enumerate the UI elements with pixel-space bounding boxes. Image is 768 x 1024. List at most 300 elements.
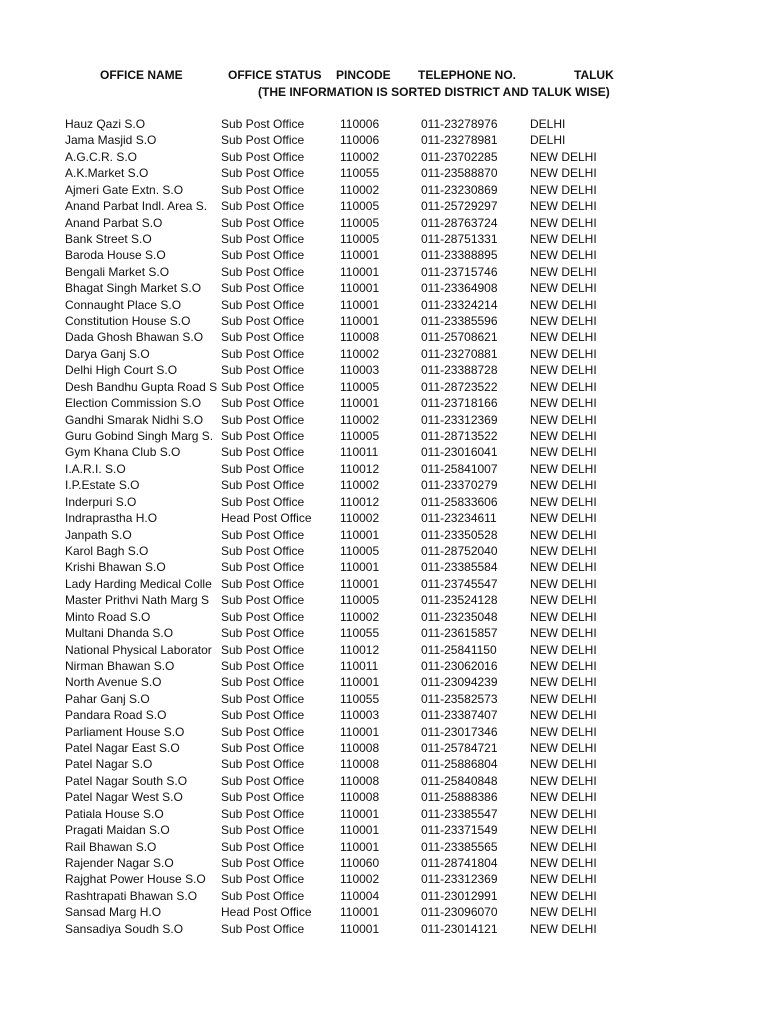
office-name-cell: Baroda House S.O (65, 248, 166, 263)
pincode-cell: 110055 (340, 691, 380, 706)
office-name-cell: Indraprastha H.O (65, 511, 158, 526)
pincode-cell: 110008 (340, 790, 380, 805)
office-status-cell: Sub Post Office (221, 527, 305, 542)
column-header-office-name: OFFICE NAME (100, 68, 183, 82)
pincode-cell: 110011 (340, 445, 379, 460)
column-header-telephone: TELEPHONE NO. (418, 68, 517, 82)
taluk-cell: NEW DELHI (530, 166, 597, 181)
telephone-cell: 011-23588870 (421, 166, 498, 181)
taluk-cell: NEW DELHI (530, 642, 597, 657)
telephone-cell: 011-23388895 (421, 248, 498, 263)
table-row (0, 839, 768, 855)
pincode-cell: 110001 (340, 314, 380, 329)
office-status-cell: Sub Post Office (221, 429, 305, 444)
table-row (0, 576, 768, 592)
telephone-cell: 011-28752040 (421, 543, 498, 558)
taluk-cell: NEW DELHI (530, 478, 597, 493)
taluk-cell: NEW DELHI (530, 412, 597, 427)
office-status-cell: Sub Post Office (221, 921, 305, 936)
taluk-cell: NEW DELHI (530, 314, 597, 329)
telephone-cell: 011-23062016 (421, 658, 498, 673)
pincode-cell: 110004 (340, 888, 380, 903)
taluk-cell: NEW DELHI (530, 281, 597, 296)
table-row (0, 444, 768, 460)
taluk-cell: NEW DELHI (530, 461, 597, 476)
table-row (0, 888, 768, 904)
office-name-cell: Rajghat Power House S.O (65, 872, 206, 887)
office-name-cell: Gandhi Smarak Nidhi S.O (65, 412, 204, 427)
office-status-cell: Sub Post Office (221, 609, 305, 624)
taluk-cell: NEW DELHI (530, 511, 597, 526)
pincode-cell: 110001 (340, 839, 380, 854)
taluk-cell: NEW DELHI (530, 429, 597, 444)
office-name-cell: Patel Nagar East S.O (65, 741, 180, 756)
office-status-cell: Sub Post Office (221, 346, 305, 361)
office-status-cell: Sub Post Office (221, 478, 305, 493)
table-row (0, 642, 768, 658)
telephone-cell: 011-25784721 (421, 741, 498, 756)
table-row (0, 395, 768, 411)
telephone-cell: 011-25841150 (421, 642, 497, 657)
pincode-cell: 110006 (340, 117, 380, 131)
office-status-cell: Sub Post Office (221, 872, 305, 887)
office-name-cell: Sansad Marg H.O (65, 905, 162, 920)
taluk-cell: NEW DELHI (530, 346, 597, 361)
post-office-table (0, 116, 768, 937)
table-row (0, 313, 768, 329)
pincode-cell: 110055 (340, 166, 380, 181)
taluk-cell: NEW DELHI (530, 839, 597, 854)
taluk-cell: NEW DELHI (530, 757, 597, 772)
table-row (0, 625, 768, 641)
telephone-cell: 011-25886804 (421, 757, 498, 772)
telephone-cell: 011-23278981 (421, 133, 498, 148)
telephone-cell: 011-23371549 (421, 823, 498, 838)
table-row (0, 543, 768, 559)
office-status-cell: Sub Post Office (221, 790, 305, 805)
office-name-cell: Patel Nagar S.O (65, 757, 153, 772)
telephone-cell: 011-25888386 (421, 790, 498, 805)
telephone-cell: 011-23230869 (421, 182, 498, 197)
office-name-cell: Connaught Place S.O (65, 297, 182, 312)
taluk-cell: NEW DELHI (530, 182, 597, 197)
office-name-cell: Karol Bagh S.O (65, 543, 149, 558)
office-status-cell: Sub Post Office (221, 839, 305, 854)
table-row (0, 592, 768, 608)
table-row (0, 379, 768, 395)
pincode-cell: 110002 (340, 149, 380, 164)
pincode-cell: 110002 (340, 478, 380, 493)
telephone-cell: 011-23234611 (421, 511, 497, 526)
column-header-taluk: TALUK (574, 68, 614, 82)
table-row (0, 165, 768, 181)
office-status-cell: Sub Post Office (221, 166, 305, 181)
office-status-cell: Sub Post Office (221, 199, 305, 214)
telephone-cell: 011-23745547 (421, 576, 498, 591)
taluk-cell: NEW DELHI (530, 593, 597, 608)
office-status-cell: Sub Post Office (221, 560, 305, 575)
telephone-cell: 011-25841007 (421, 461, 498, 476)
office-status-cell: Sub Post Office (221, 461, 305, 476)
pincode-cell: 110002 (340, 609, 380, 624)
taluk-cell: NEW DELHI (530, 363, 597, 378)
telephone-cell: 011-23385565 (421, 839, 498, 854)
taluk-cell: NEW DELHI (530, 215, 597, 230)
office-status-cell: Sub Post Office (221, 708, 305, 723)
office-name-cell: Pandara Road S.O (65, 708, 167, 723)
office-name-cell: I.A.R.I. S.O (65, 461, 126, 476)
pincode-cell: 110005 (340, 215, 380, 230)
office-status-cell: Sub Post Office (221, 445, 305, 460)
telephone-cell: 011-25840848 (421, 773, 498, 788)
pincode-cell: 110001 (340, 527, 380, 542)
telephone-cell: 011-23524128 (421, 593, 498, 608)
office-name-cell: Darya Ganj S.O (65, 346, 150, 361)
office-status-cell: Sub Post Office (221, 248, 305, 263)
office-status-cell: Sub Post Office (221, 330, 305, 345)
telephone-cell: 011-23016041 (421, 445, 498, 460)
table-row (0, 609, 768, 625)
telephone-cell: 011-23715746 (421, 264, 498, 279)
taluk-cell: NEW DELHI (530, 905, 597, 920)
telephone-cell: 011-23385584 (421, 560, 498, 575)
table-row (0, 346, 768, 362)
office-status-cell: Sub Post Office (221, 593, 305, 608)
office-name-cell: Rashtrapati Bhawan S.O (65, 888, 198, 903)
table-row (0, 198, 768, 214)
office-status-cell: Sub Post Office (221, 379, 305, 394)
taluk-cell: NEW DELHI (530, 379, 597, 394)
pincode-cell: 110001 (340, 806, 380, 821)
table-row (0, 921, 768, 937)
telephone-cell: 011-28763724 (421, 215, 498, 230)
telephone-cell: 011-23702285 (421, 149, 498, 164)
telephone-cell: 011-23350528 (421, 527, 498, 542)
pincode-cell: 110005 (340, 199, 380, 214)
pincode-cell: 110060 (340, 855, 380, 870)
table-row (0, 297, 768, 313)
pincode-cell: 110001 (340, 675, 380, 690)
office-name-cell: A.K.Market S.O (65, 166, 149, 181)
telephone-cell: 011-23718166 (421, 396, 498, 411)
office-name-cell: Guru Gobind Singh Marg S. (65, 429, 214, 444)
table-row (0, 428, 768, 444)
office-status-cell: Sub Post Office (221, 297, 305, 312)
pincode-cell: 110006 (340, 133, 380, 148)
pincode-cell: 110002 (340, 182, 380, 197)
pincode-cell: 110008 (340, 741, 380, 756)
telephone-cell: 011-23324214 (421, 297, 498, 312)
office-status-cell: Sub Post Office (221, 543, 305, 558)
office-status-cell: Sub Post Office (221, 231, 305, 246)
pincode-cell: 110003 (340, 363, 380, 378)
telephone-cell: 011-28723522 (421, 379, 498, 394)
office-status-cell: Sub Post Office (221, 724, 305, 739)
office-name-cell: Krishi Bhawan S.O (65, 560, 166, 575)
telephone-cell: 011-23312369 (421, 872, 498, 887)
office-status-cell: Sub Post Office (221, 823, 305, 838)
taluk-cell: NEW DELHI (530, 199, 597, 214)
table-row (0, 412, 768, 428)
telephone-cell: 011-23235048 (421, 609, 498, 624)
office-name-cell: Bengali Market S.O (65, 264, 170, 279)
table-row (0, 756, 768, 772)
telephone-cell: 011-23388728 (421, 363, 498, 378)
telephone-cell: 011-23312369 (421, 412, 498, 427)
office-status-cell: Sub Post Office (221, 133, 305, 148)
office-status-cell: Sub Post Office (221, 741, 305, 756)
office-name-cell: Patel Nagar West S.O (65, 790, 183, 805)
telephone-cell: 011-23385596 (421, 314, 498, 329)
office-name-cell: Bhagat Singh Market S.O (65, 281, 202, 296)
office-status-cell: Head Post Office (221, 905, 312, 920)
office-status-cell: Sub Post Office (221, 757, 305, 772)
telephone-cell: 011-25708621 (421, 330, 498, 345)
office-name-cell: A.G.C.R. S.O (65, 149, 138, 164)
taluk-cell: NEW DELHI (530, 823, 597, 838)
taluk-cell: NEW DELHI (530, 724, 597, 739)
telephone-cell: 011-23364908 (421, 281, 498, 296)
taluk-cell: NEW DELHI (530, 231, 597, 246)
column-header-office-status: OFFICE STATUS (228, 68, 322, 82)
table-row (0, 280, 768, 296)
pincode-cell: 110001 (340, 264, 380, 279)
table-row (0, 362, 768, 378)
pincode-cell: 110001 (340, 248, 380, 263)
pincode-cell: 110001 (340, 724, 380, 739)
office-name-cell: Patiala House S.O (65, 806, 164, 821)
taluk-cell: NEW DELHI (530, 921, 597, 936)
office-status-cell: Sub Post Office (221, 806, 305, 821)
taluk-cell: NEW DELHI (530, 560, 597, 575)
pincode-cell: 110011 (340, 658, 379, 673)
office-name-cell: Sansadiya Soudh S.O (65, 921, 184, 936)
office-name-cell: Delhi High Court S.O (65, 363, 178, 378)
taluk-cell: NEW DELHI (530, 773, 597, 788)
pincode-cell: 110005 (340, 231, 380, 246)
pincode-cell: 110001 (340, 281, 380, 296)
table-row (0, 264, 768, 280)
taluk-cell: NEW DELHI (530, 855, 597, 870)
table-row (0, 182, 768, 198)
taluk-cell: NEW DELHI (530, 626, 597, 641)
telephone-cell: 011-23387407 (421, 708, 498, 723)
sort-note: (THE INFORMATION IS SORTED DISTRICT AND TALUK WISE) (258, 85, 610, 99)
office-status-cell: Sub Post Office (221, 314, 305, 329)
pincode-cell: 110008 (340, 330, 380, 345)
taluk-cell: NEW DELHI (530, 609, 597, 624)
table-row (0, 461, 768, 477)
office-name-cell: North Avenue S.O (65, 675, 162, 690)
taluk-cell: NEW DELHI (530, 494, 597, 509)
pincode-cell: 110002 (340, 872, 380, 887)
taluk-cell: NEW DELHI (530, 543, 597, 558)
pincode-cell: 110005 (340, 593, 380, 608)
table-row (0, 132, 768, 148)
office-status-cell: Sub Post Office (221, 626, 305, 641)
taluk-cell: NEW DELHI (530, 248, 597, 263)
office-name-cell: Ajmeri Gate Extn. S.O (65, 182, 184, 197)
office-status-cell: Sub Post Office (221, 658, 305, 673)
office-name-cell: Gym Khana Club S.O (65, 445, 181, 460)
taluk-cell: NEW DELHI (530, 330, 597, 345)
office-status-cell: Sub Post Office (221, 576, 305, 591)
table-row (0, 559, 768, 575)
column-header-pincode: PINCODE (336, 68, 391, 82)
table-row (0, 674, 768, 690)
telephone-cell: 011-23012991 (421, 888, 498, 903)
pincode-cell: 110001 (340, 905, 380, 920)
office-name-cell: Hauz Qazi S.O (65, 117, 146, 131)
telephone-cell: 011-23615857 (421, 626, 498, 641)
pincode-cell: 110008 (340, 757, 380, 772)
telephone-cell: 011-25729297 (421, 199, 498, 214)
pincode-cell: 110002 (340, 511, 380, 526)
telephone-cell: 011-23385547 (421, 806, 498, 821)
office-status-cell: Sub Post Office (221, 494, 305, 509)
office-name-cell: Nirman Bhawan S.O (65, 658, 175, 673)
pincode-cell: 110012 (340, 461, 380, 476)
office-name-cell: Inderpuri S.O (65, 494, 137, 509)
office-status-cell: Sub Post Office (221, 149, 305, 164)
table-row (0, 789, 768, 805)
office-name-cell: Dada Ghosh Bhawan S.O (65, 330, 204, 345)
office-name-cell: National Physical Laborator (65, 642, 212, 657)
office-status-cell: Sub Post Office (221, 855, 305, 870)
telephone-cell: 011-23096070 (421, 905, 498, 920)
office-name-cell: Constitution House S.O (65, 314, 191, 329)
pincode-cell: 110001 (340, 396, 380, 411)
pincode-cell: 110001 (340, 297, 380, 312)
table-row (0, 527, 768, 543)
table-row (0, 904, 768, 920)
office-status-cell: Sub Post Office (221, 117, 305, 131)
telephone-cell: 011-25833606 (421, 494, 498, 509)
pincode-cell: 110002 (340, 412, 380, 427)
pincode-cell: 110001 (340, 823, 380, 838)
office-status-cell: Sub Post Office (221, 412, 305, 427)
taluk-cell: NEW DELHI (530, 708, 597, 723)
office-name-cell: Minto Road S.O (65, 609, 151, 624)
taluk-cell: NEW DELHI (530, 806, 597, 821)
table-row (0, 707, 768, 723)
office-name-cell: Rail Bhawan S.O (65, 839, 157, 854)
office-name-cell: Multani Dhanda S.O (65, 626, 174, 641)
office-name-cell: Anand Parbat Indl. Area S. (65, 199, 208, 214)
table-row (0, 822, 768, 838)
office-name-cell: Lady Harding Medical Colle (65, 576, 212, 591)
office-name-cell: Election Commission S.O (65, 396, 202, 411)
table-row (0, 477, 768, 493)
office-name-cell: I.P.Estate S.O (65, 478, 140, 493)
taluk-cell: NEW DELHI (530, 297, 597, 312)
taluk-cell: NEW DELHI (530, 264, 597, 279)
telephone-cell: 011-28741804 (421, 855, 498, 870)
telephone-cell: 011-23017346 (421, 724, 498, 739)
taluk-cell: NEW DELHI (530, 527, 597, 542)
taluk-cell: NEW DELHI (530, 741, 597, 756)
office-status-cell: Sub Post Office (221, 363, 305, 378)
telephone-cell: 011-23370279 (421, 478, 498, 493)
telephone-cell: 011-28751331 (421, 231, 498, 246)
pincode-cell: 110003 (340, 708, 380, 723)
taluk-cell: NEW DELHI (530, 445, 597, 460)
office-status-cell: Sub Post Office (221, 281, 305, 296)
pincode-cell: 110001 (340, 576, 380, 591)
telephone-cell: 011-28713522 (421, 429, 498, 444)
taluk-cell: NEW DELHI (530, 658, 597, 673)
pincode-cell: 110005 (340, 379, 380, 394)
table-row (0, 855, 768, 871)
office-name-cell: Rajender Nagar S.O (65, 855, 174, 870)
taluk-cell: NEW DELHI (530, 396, 597, 411)
office-status-cell: Sub Post Office (221, 773, 305, 788)
office-name-cell: Master Prithvi Nath Marg S (65, 593, 210, 608)
taluk-cell: DELHI (530, 133, 566, 148)
table-row (0, 740, 768, 756)
taluk-cell: DELHI (530, 117, 566, 131)
table-row (0, 149, 768, 165)
pincode-cell: 110001 (340, 921, 380, 936)
table-row (0, 658, 768, 674)
table-row (0, 116, 768, 132)
table-row (0, 494, 768, 510)
taluk-cell: NEW DELHI (530, 691, 597, 706)
office-name-cell: Desh Bandhu Gupta Road S (65, 379, 217, 394)
office-name-cell: Bank Street S.O (65, 231, 152, 246)
office-status-cell: Sub Post Office (221, 888, 305, 903)
table-row (0, 773, 768, 789)
pincode-cell: 110005 (340, 543, 380, 558)
office-status-cell: Sub Post Office (221, 264, 305, 279)
office-name-cell: Pahar Ganj S.O (65, 691, 150, 706)
taluk-cell: NEW DELHI (530, 888, 597, 903)
office-name-cell: Parliament House S.O (65, 724, 185, 739)
office-status-cell: Sub Post Office (221, 182, 305, 197)
telephone-cell: 011-23014121 (421, 921, 498, 936)
telephone-cell: 011-23582573 (421, 691, 498, 706)
table-row (0, 806, 768, 822)
pincode-cell: 110005 (340, 429, 380, 444)
office-status-cell: Sub Post Office (221, 215, 305, 230)
pincode-cell: 110001 (340, 560, 380, 575)
pincode-cell: 110002 (340, 346, 380, 361)
table-row (0, 215, 768, 231)
office-status-cell: Head Post Office (221, 511, 312, 526)
taluk-cell: NEW DELHI (530, 675, 597, 690)
office-name-cell: Pragati Maidan S.O (65, 823, 170, 838)
office-name-cell: Patel Nagar South S.O (65, 773, 188, 788)
taluk-cell: NEW DELHI (530, 149, 597, 164)
taluk-cell: NEW DELHI (530, 790, 597, 805)
taluk-cell: NEW DELHI (530, 872, 597, 887)
table-row (0, 231, 768, 247)
office-status-cell: Sub Post Office (221, 396, 305, 411)
office-status-cell: Sub Post Office (221, 642, 305, 657)
table-row (0, 691, 768, 707)
pincode-cell: 110008 (340, 773, 380, 788)
table-row (0, 510, 768, 526)
telephone-cell: 011-23094239 (421, 675, 498, 690)
pincode-cell: 110012 (340, 494, 380, 509)
office-name-cell: Anand Parbat S.O (65, 215, 163, 230)
office-name-cell: Jama Masjid S.O (65, 133, 157, 148)
office-name-cell: Janpath S.O (65, 527, 132, 542)
office-status-cell: Sub Post Office (221, 691, 305, 706)
office-status-cell: Sub Post Office (221, 675, 305, 690)
pincode-cell: 110012 (340, 642, 380, 657)
taluk-cell: NEW DELHI (530, 576, 597, 591)
